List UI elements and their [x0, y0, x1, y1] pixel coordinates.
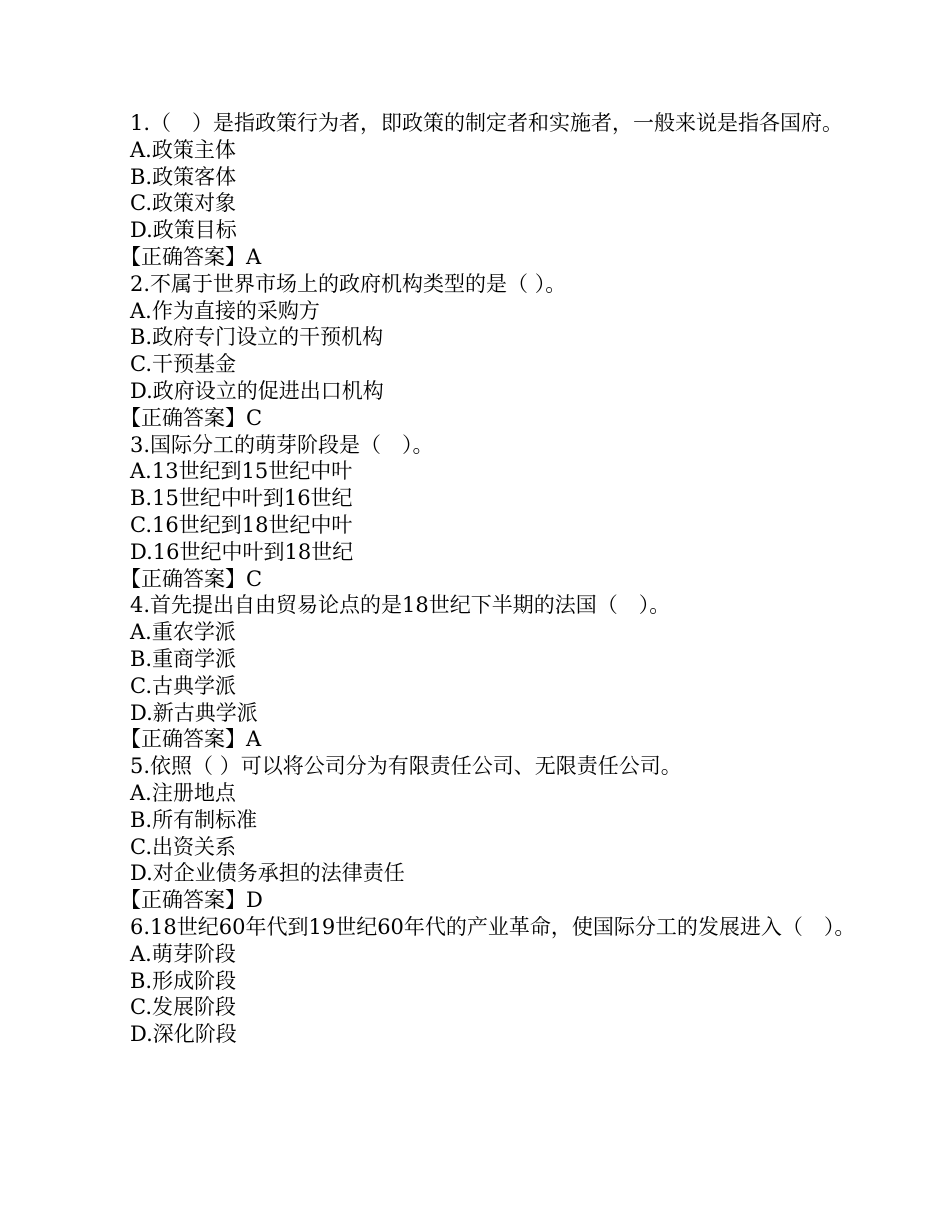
option-a: A.萌芽阶段 [130, 941, 236, 966]
option-d: D.对企业债务承担的法律责任 [130, 861, 405, 886]
option-b: B.15世纪中叶到16世纪 [130, 486, 353, 511]
question-text: 6.18世纪60年代到19世纪60年代的产业革命，使国际分工的发展进入（ ）。 [130, 914, 856, 939]
question-text: 3.国际分工的萌芽阶段是（ ）。 [130, 432, 434, 457]
option-d: D.深化阶段 [130, 1022, 237, 1047]
option-a: A.作为直接的采购方 [130, 298, 320, 323]
option-a: A.重农学派 [130, 620, 236, 645]
correct-answer: 【正确答案】D [120, 888, 263, 913]
option-b: B.重商学派 [130, 646, 237, 671]
question-block [120, 753, 890, 914]
correct-answer: 【正确答案】A [120, 244, 262, 269]
question-text: 5.依照（ ）可以将公司分为有限责任公司、无限责任公司。 [130, 754, 682, 779]
option-b: B.政策客体 [130, 164, 237, 189]
question-block [120, 592, 890, 753]
question-text: 1.（ ）是指政策行为者，即政策的制定者和实施者，一般来说是指各国府。 [130, 111, 844, 135]
correct-answer: 【正确答案】A [120, 727, 262, 752]
question-text: 4.首先提出自由贸易论点的是18世纪下半期的法国（ ）。 [130, 593, 671, 618]
question-block [120, 110, 890, 271]
option-c: C.政策对象 [130, 191, 236, 216]
question-block [120, 432, 890, 593]
option-c: C.出资关系 [130, 834, 236, 859]
question-block [130, 914, 890, 1048]
option-d: D.16世纪中叶到18世纪 [130, 539, 354, 564]
question-text: 2.不属于世界市场上的政府机构类型的是（ ）。 [130, 271, 567, 296]
option-b: B.政府专门设立的干预机构 [130, 325, 384, 350]
option-c: C.古典学派 [130, 673, 236, 698]
option-b: B.形成阶段 [130, 968, 237, 993]
option-c: C.干预基金 [130, 352, 236, 377]
option-c: C.16世纪到18世纪中叶 [130, 512, 353, 537]
correct-answer: 【正确答案】C [120, 566, 263, 591]
option-d: D.政策目标 [130, 218, 237, 243]
option-d: D.政府设立的促进出口机构 [130, 378, 384, 403]
option-d: D.新古典学派 [130, 700, 258, 725]
correct-answer: 【正确答案】C [120, 405, 263, 430]
option-c: C.发展阶段 [130, 995, 236, 1020]
document-page [120, 110, 890, 1048]
option-b: B.所有制标准 [130, 807, 258, 832]
option-a: A.政策主体 [130, 137, 236, 162]
question-block [120, 271, 890, 432]
option-a: A.注册地点 [130, 780, 236, 805]
option-a: A.13世纪到15世纪中叶 [130, 459, 353, 484]
